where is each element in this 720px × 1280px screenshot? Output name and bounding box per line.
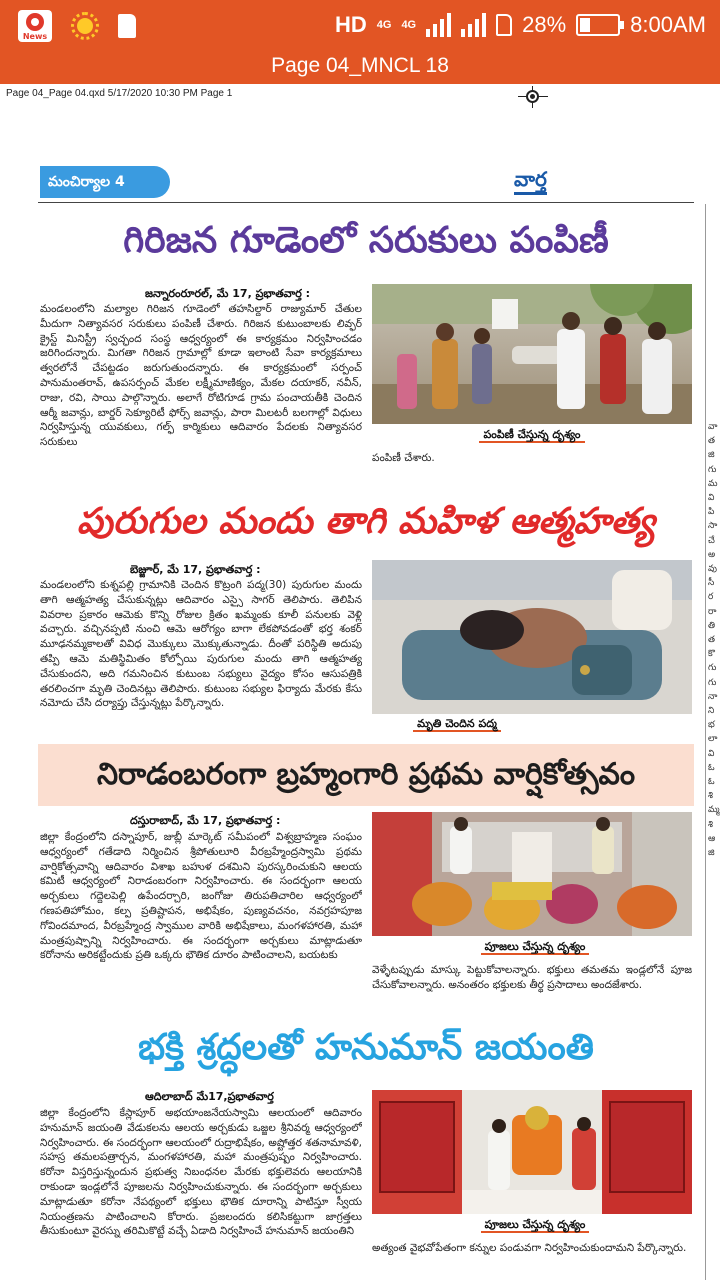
news-app-icon[interactable]	[18, 10, 52, 42]
article-3-continuation: వెళ్ళేటప్పుడు మాస్కు పెట్టుకోవాలన్నారు. భక్తులు తమతమ ఇండ్లలోనే పూజ చేసుకోవాలన్నారు. అనంతరం భక్తులకు తీర్థ ప్రసాదాలు అందజేశారు.	[372, 964, 692, 991]
article-1-headline: గిరిజన గూడెంలో సరుకులు పంపిణీ	[123, 220, 609, 261]
article-2-headline: పురుగుల మందు తాగి మహిళ ఆత్మహత్య	[76, 501, 656, 542]
print-meta: Page 04_Page 04.qxd 5/17/2020 10:30 PM Page 1	[6, 88, 233, 99]
article-1-photo[interactable]	[372, 284, 692, 424]
section-tag: మంచిర్యాల 4	[40, 166, 170, 198]
brightness-icon	[68, 9, 102, 43]
header-rule	[38, 202, 694, 203]
article-3-photo[interactable]	[372, 812, 692, 936]
article-1-dateline: జన్నారంరూరల్, మే 17, ప్రభాతవార్త :	[145, 287, 311, 300]
sd-card-icon	[118, 14, 136, 38]
article-1-body: మండలంలోని మల్యాల గిరిజన గూడెంలో తహసిల్దార్ రాజ్యుమార్ చేతుల మీదుగా నిత్యావసర సరుకులు పంపిణీ చేశారు. గిరిజన కుటుంబాలకు లివ్ఫర్ క్రైస్ట్ మినిస్ట్రీ స్వచ్ఛంద సంస్థ ఆధ్వర్యంలో ఈ కార్యక్రమం నిర్వహించడం జరిగిందన్నారు. మిగతా గిరిజన గ్రామాల్లో కూడా ఇలాంటి సేవా కార్యక్రమాలు త్వరలోనే చేపట్టడం జరుగుతుందన్నారు. ఈ కార్యక్రమంలో సర్పంచ్ పానుమంతరావ్, ఉపసర్పంచ్ మేకల లక్ష్మీమాణిక్యం, మేకల దయాకర్, నవీన్, రాజు, రవి, సాయి పాల్గొన్నారు. అలాగే రోటిగూడ గ్రామ పంచాయతీకి చెందిన ఆర్మీ జవాన్లు, బార్డర్ సెక్యూరిటీ ఫోర్స్ జవాన్లు, పారా మిలటరీ బలగాల్లో విధులు నిర్వహిస్తున్న యువకులు, గల్ఫ్ కార్మికులు ఆదివారం పేదలకు నిత్యావసర సరుకులు	[40, 303, 362, 449]
status-bar	[0, 0, 720, 50]
article-3-body: జిల్లా కేంద్రంలోని దస్నాపూర్, జుబ్లీ మార్కెట్ సమీపంలో విశ్వబ్రాహ్మణ సంఘం ఆధ్వర్యంలో గతేడాది నిర్మించిన శ్రీపోతులూరి వీరబ్రహ్మేంద్రస్వామి ప్రథమ వార్షికోత్సవాన్ని ఆదివారం విశాఖ బహుళ దశమిని పురస్కరించుకుని ఆలయ కమిటీ ఆధ్వర్యంలో నిరాడంబరంగా నిర్వహించారు. ఈ సందర్భంగా ఆలయ అర్చకులు గద్దెలపెల్లి ఉపేందర్చారి, జంగోజు తిరుపతిచారిల ఆధ్వర్యంలో గణపతిహోమం, కల్ప ప్రతిష్టాపన, అభిషేకం, పుణ్యవచనం, నవగ్రహపూజ గోవిందమాంద, వీరబ్రహ్మేంద్ర స్వాముల వారికి అభిషేకాలు, మంగళహారతి, మహా మంత్రపుష్పాన్ని నిర్వహించారు. ఈ సందర్భంగా అర్చకులు మాట్లాడుతూ కరోనాను అరికట్టేందుకు ప్రతి ఒక్కరు భౌతిక దూరం పాటించాలని, బయటకు	[40, 831, 362, 962]
article-4-continuation: అత్యంత వైభవోపేతంగా కన్నుల పండువగా నిర్వహించుకుందామని పేర్కొన్నారు.	[372, 1242, 687, 1254]
battery-percent: 28%	[522, 12, 567, 37]
article-1-photo-caption: పంపిణీ చేస్తున్న దృశ్యం	[372, 428, 692, 444]
network-4g: 4G	[401, 18, 417, 31]
sim-card-icon	[496, 14, 512, 36]
article-4-photo-caption: పూజలు చేస్తున్న దృశ్యం	[450, 1218, 620, 1234]
article-4-headline: భక్తి శ్రద్ధలతో హనుమాన్ జయంతి	[138, 1027, 594, 1068]
page-title: Page 04_MNCL 18	[271, 54, 449, 77]
app-badge-label: News	[22, 32, 48, 41]
article-3-headline: నిరాడంబరంగా బ్రహ్మంగారి ప్రథమ వార్షికోత్సవం	[38, 744, 694, 806]
article-3-dateline: దస్తురాబాద్, మే 17, ప్రభాతవార్త :	[130, 814, 281, 827]
article-4-dateline: ఆదిలాబాద్ మే17,ప్రభాతవార్త	[145, 1090, 274, 1103]
article-2-dateline: బెజ్జూర్, మే 17, ప్రభాతవార్త :	[130, 563, 261, 576]
signal-strength-icon	[426, 13, 451, 37]
clock: 8:00AM	[630, 12, 706, 37]
page-title-bar	[0, 50, 720, 84]
article-2-photo-caption: మృతి చెందిన పద్మ	[372, 717, 542, 733]
adjacent-column-text: వా త జి గు మ వి పి సా చే అ వు సీ ర రా తి త కొ గు గు నా ని భ లా వి ఓ ఓ శి మ్మ శి ఆ జి	[708, 422, 720, 859]
network-4g-small: 4G	[376, 18, 392, 31]
article-4-body: జిల్లా కేంద్రంలోని కేస్లాపూర్ అభయాంజనేయస్వామి ఆలయంలో ఆదివారం హనుమాన్ జయంతి వేడుకలను ఆలయ అర్చకుడు ఒజ్జల శ్రీనివర్మ ఆధ్వర్యంలో నిర్వహించారు. ఈ సందర్భంగా ఆలయంలో రుద్రాభిషేకం, అష్టోత్తర శతనామావళి, సహస్ర తమలపత్రార్చన, మంగళహారతి, మహా మంత్రపుష్పం నిర్వహించారు. కరోనా విస్తరిస్తున్నందున ప్రభుత్వ నిబంధనల మేరకు భక్తులెవరు ఆలయానికి రాకుండా ఇండ్లలోనే పూజలను నిర్వహించుకున్నారు. ఈ సందర్భంగా అర్చకులు మాట్లాడుతూ కరోనా నేపథ్యంలో భక్తులు భౌతిక దూరాన్ని పాటిస్తూ స్వీయ నియంత్రణను పాటించాలని కోరారు. ప్రజలందరు కలిసికట్టుగా జాగ్రత్తలు తీసుకుంటూ వైరస్ను తరిమికొట్టే వచ్చే ఏడాది నిర్వహించే హనుమాన్ జయంతిని	[40, 1107, 362, 1238]
article-3-photo-caption: పూజలు చేస్తున్న దృశ్యం	[450, 940, 620, 956]
article-2-photo[interactable]	[372, 560, 692, 714]
masthead-logo: వార్త	[514, 166, 547, 195]
hd-indicator: HD	[334, 12, 367, 37]
signal-strength-icon-2	[461, 13, 486, 37]
column-divider	[705, 204, 706, 1280]
battery-icon	[576, 14, 620, 36]
article-1-continuation: పంపిణీ చేశారు.	[372, 452, 435, 464]
article-4-photo[interactable]	[372, 1090, 692, 1214]
article-2-body: మండలంలోని కుశ్నపల్లి గ్రామానికి చెందిన కొట్రంగి పద్మ(30) పురుగుల మందు తాగి ఆత్మహత్య చేసుకున్నట్లు ఆదివారం ఎస్సై సాగర్ తెలిపారు. తెలిపిన వివరాల ప్రకారం ఆమెకు కొన్ని రోజుల క్రితం ఖమ్మంకు కూలీ పనులకు వెళ్లి వచ్చారు. వచ్చినప్పటి నుంచి ఆమె ఆరోగ్యం బాగా లేకపోవడంతో భర్త శంకర్ మూఢనమ్మకాలతో వివిధ మొక్కులు మొక్కుతున్నాడు. దీంతో పరిస్థితి అదుపు తప్పి ఆమె మతిస్థిమితం కోల్పోయి పురుగుల మందు తాగి ఆత్మహత్య చేసుకుందని, అది గమనించిన కుటుంబ సభ్యులు వైద్యం కోసం ఆసుపత్రికి తరలించగా మృతి చెందినట్లు తెలిపారు. కుటుంబ సభ్యుల ఫిర్యాదు మేరకు కేసు నమోదు చేసి దర్యాప్తు చేస్తున్నట్లు పేర్కొన్నారు.	[40, 579, 362, 710]
registration-mark-icon	[518, 86, 548, 108]
